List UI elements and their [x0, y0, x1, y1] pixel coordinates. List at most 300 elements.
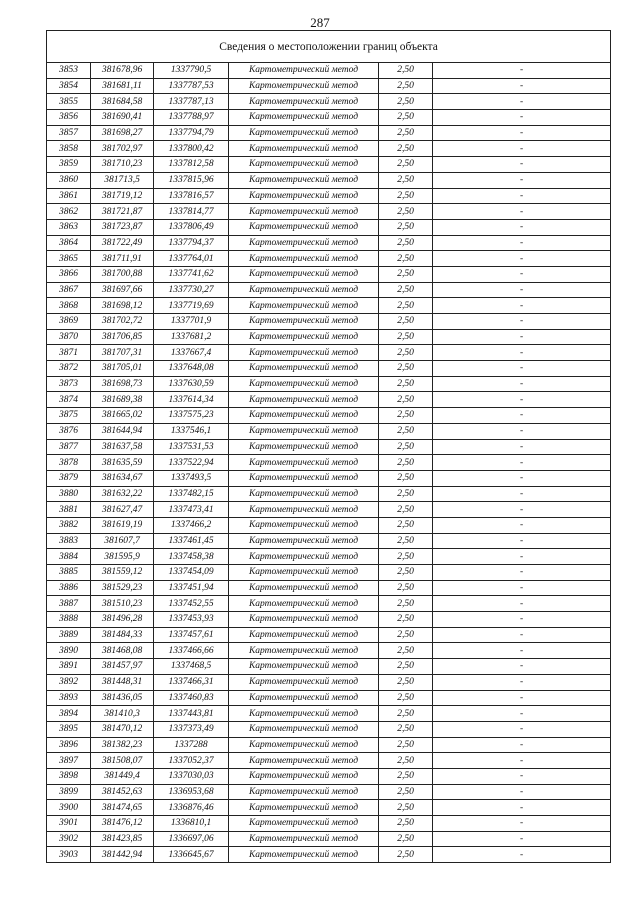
description-cell: - [433, 831, 611, 847]
description-cell: - [433, 125, 611, 141]
point-number-cell: 3902 [47, 831, 91, 847]
description-cell: - [433, 690, 611, 706]
accuracy-cell: 2,50 [379, 847, 433, 863]
description-cell: - [433, 204, 611, 220]
point-number-cell: 3876 [47, 423, 91, 439]
point-number-cell: 3874 [47, 392, 91, 408]
table-row [47, 580, 611, 596]
description-cell: - [433, 659, 611, 675]
accuracy-cell: 2,50 [379, 282, 433, 298]
x-coordinate-cell: 381707,31 [91, 345, 154, 361]
description-cell: - [433, 188, 611, 204]
accuracy-cell: 2,50 [379, 376, 433, 392]
x-coordinate-cell: 381529,23 [91, 580, 154, 596]
accuracy-cell: 2,50 [379, 565, 433, 581]
accuracy-cell: 2,50 [379, 753, 433, 769]
method-cell: Картометрический метод [229, 643, 379, 659]
method-cell: Картометрический метод [229, 219, 379, 235]
table-row [47, 768, 611, 784]
description-cell: - [433, 63, 611, 79]
x-coordinate-cell: 381382,23 [91, 737, 154, 753]
method-cell: Картометрический метод [229, 486, 379, 502]
x-coordinate-cell: 381508,07 [91, 753, 154, 769]
point-number-cell: 3882 [47, 517, 91, 533]
accuracy-cell: 2,50 [379, 627, 433, 643]
point-number-cell: 3879 [47, 470, 91, 486]
method-cell: Картометрический метод [229, 408, 379, 424]
x-coordinate-cell: 381559,12 [91, 565, 154, 581]
method-cell: Картометрический метод [229, 172, 379, 188]
x-coordinate-cell: 381410,3 [91, 706, 154, 722]
method-cell: Картометрический метод [229, 690, 379, 706]
method-cell: Картометрический метод [229, 596, 379, 612]
method-cell: Картометрический метод [229, 125, 379, 141]
point-number-cell: 3856 [47, 110, 91, 126]
accuracy-cell: 2,50 [379, 361, 433, 377]
table-row [47, 408, 611, 424]
x-coordinate-cell: 381698,27 [91, 125, 154, 141]
x-coordinate-cell: 381474,65 [91, 800, 154, 816]
point-number-cell: 3858 [47, 141, 91, 157]
x-coordinate-cell: 381705,01 [91, 361, 154, 377]
description-cell: - [433, 674, 611, 690]
table-row [47, 549, 611, 565]
x-coordinate-cell: 381436,05 [91, 690, 154, 706]
y-coordinate-cell: 1337806,49 [154, 219, 229, 235]
x-coordinate-cell: 381681,11 [91, 78, 154, 94]
method-cell: Картометрический метод [229, 63, 379, 79]
accuracy-cell: 2,50 [379, 63, 433, 79]
accuracy-cell: 2,50 [379, 439, 433, 455]
point-number-cell: 3898 [47, 768, 91, 784]
y-coordinate-cell: 1337373,49 [154, 721, 229, 737]
method-cell: Картометрический метод [229, 737, 379, 753]
accuracy-cell: 2,50 [379, 78, 433, 94]
x-coordinate-cell: 381470,12 [91, 721, 154, 737]
table-row [47, 157, 611, 173]
method-cell: Картометрический метод [229, 455, 379, 471]
table-row [47, 533, 611, 549]
x-coordinate-cell: 381457,97 [91, 659, 154, 675]
point-number-cell: 3896 [47, 737, 91, 753]
y-coordinate-cell: 1337482,15 [154, 486, 229, 502]
y-coordinate-cell: 1337493,5 [154, 470, 229, 486]
table-row [47, 737, 611, 753]
table-row [47, 439, 611, 455]
table-row [47, 674, 611, 690]
accuracy-cell: 2,50 [379, 612, 433, 628]
accuracy-cell: 2,50 [379, 816, 433, 832]
table-row [47, 659, 611, 675]
y-coordinate-cell: 1337466,31 [154, 674, 229, 690]
x-coordinate-cell: 381719,12 [91, 188, 154, 204]
y-coordinate-cell: 1337814,77 [154, 204, 229, 220]
y-coordinate-cell: 1337730,27 [154, 282, 229, 298]
y-coordinate-cell: 1336876,46 [154, 800, 229, 816]
x-coordinate-cell: 381635,59 [91, 455, 154, 471]
x-coordinate-cell: 381607,7 [91, 533, 154, 549]
description-cell: - [433, 721, 611, 737]
y-coordinate-cell: 1337815,96 [154, 172, 229, 188]
description-cell: - [433, 219, 611, 235]
table-row [47, 345, 611, 361]
description-cell: - [433, 298, 611, 314]
y-coordinate-cell: 1337788,97 [154, 110, 229, 126]
point-number-cell: 3901 [47, 816, 91, 832]
x-coordinate-cell: 381721,87 [91, 204, 154, 220]
table-row [47, 298, 611, 314]
description-cell: - [433, 596, 611, 612]
method-cell: Картометрический метод [229, 282, 379, 298]
accuracy-cell: 2,50 [379, 204, 433, 220]
method-cell: Картометрический метод [229, 674, 379, 690]
y-coordinate-cell: 1336697,06 [154, 831, 229, 847]
description-cell: - [433, 157, 611, 173]
x-coordinate-cell: 381697,66 [91, 282, 154, 298]
method-cell: Картометрический метод [229, 612, 379, 628]
method-cell: Картометрический метод [229, 659, 379, 675]
description-cell: - [433, 612, 611, 628]
accuracy-cell: 2,50 [379, 94, 433, 110]
table-row [47, 470, 611, 486]
x-coordinate-cell: 381713,5 [91, 172, 154, 188]
method-cell: Картометрический метод [229, 800, 379, 816]
point-number-cell: 3878 [47, 455, 91, 471]
method-cell: Картометрический метод [229, 753, 379, 769]
table-row [47, 612, 611, 628]
point-number-cell: 3893 [47, 690, 91, 706]
x-coordinate-cell: 381468,08 [91, 643, 154, 659]
table-row [47, 596, 611, 612]
x-coordinate-cell: 381710,23 [91, 157, 154, 173]
description-cell: - [433, 517, 611, 533]
accuracy-cell: 2,50 [379, 784, 433, 800]
point-number-cell: 3859 [47, 157, 91, 173]
y-coordinate-cell: 1337787,53 [154, 78, 229, 94]
y-coordinate-cell: 1337741,62 [154, 266, 229, 282]
description-cell: - [433, 753, 611, 769]
method-cell: Картометрический метод [229, 470, 379, 486]
y-coordinate-cell: 1337719,69 [154, 298, 229, 314]
description-cell: - [433, 329, 611, 345]
x-coordinate-cell: 381510,23 [91, 596, 154, 612]
y-coordinate-cell: 1337575,23 [154, 408, 229, 424]
x-coordinate-cell: 381484,33 [91, 627, 154, 643]
description-cell: - [433, 282, 611, 298]
accuracy-cell: 2,50 [379, 251, 433, 267]
accuracy-cell: 2,50 [379, 502, 433, 518]
method-cell: Картометрический метод [229, 94, 379, 110]
description-cell: - [433, 706, 611, 722]
y-coordinate-cell: 1337052,37 [154, 753, 229, 769]
x-coordinate-cell: 381698,12 [91, 298, 154, 314]
point-number-cell: 3894 [47, 706, 91, 722]
accuracy-cell: 2,50 [379, 690, 433, 706]
point-number-cell: 3853 [47, 63, 91, 79]
y-coordinate-cell: 1337794,79 [154, 125, 229, 141]
y-coordinate-cell: 1337466,66 [154, 643, 229, 659]
table-row [47, 831, 611, 847]
method-cell: Картометрический метод [229, 329, 379, 345]
description-cell: - [433, 549, 611, 565]
description-cell: - [433, 361, 611, 377]
y-coordinate-cell: 1336810,1 [154, 816, 229, 832]
accuracy-cell: 2,50 [379, 596, 433, 612]
point-number-cell: 3888 [47, 612, 91, 628]
x-coordinate-cell: 381698,73 [91, 376, 154, 392]
y-coordinate-cell: 1337522,94 [154, 455, 229, 471]
y-coordinate-cell: 1336645,67 [154, 847, 229, 863]
description-cell: - [433, 455, 611, 471]
method-cell: Картометрический метод [229, 392, 379, 408]
description-cell: - [433, 784, 611, 800]
table-header-row [47, 31, 611, 63]
y-coordinate-cell: 1337546,1 [154, 423, 229, 439]
accuracy-cell: 2,50 [379, 235, 433, 251]
method-cell: Картометрический метод [229, 345, 379, 361]
description-cell: - [433, 94, 611, 110]
description-cell: - [433, 314, 611, 330]
y-coordinate-cell: 1337531,53 [154, 439, 229, 455]
accuracy-cell: 2,50 [379, 721, 433, 737]
table-row [47, 266, 611, 282]
description-cell: - [433, 251, 611, 267]
description-cell: - [433, 737, 611, 753]
x-coordinate-cell: 381476,12 [91, 816, 154, 832]
point-number-cell: 3863 [47, 219, 91, 235]
method-cell: Картометрический метод [229, 423, 379, 439]
description-cell: - [433, 486, 611, 502]
point-number-cell: 3860 [47, 172, 91, 188]
accuracy-cell: 2,50 [379, 517, 433, 533]
accuracy-cell: 2,50 [379, 659, 433, 675]
accuracy-cell: 2,50 [379, 298, 433, 314]
table-row [47, 502, 611, 518]
y-coordinate-cell: 1337787,13 [154, 94, 229, 110]
description-cell: - [433, 172, 611, 188]
point-number-cell: 3865 [47, 251, 91, 267]
point-number-cell: 3877 [47, 439, 91, 455]
y-coordinate-cell: 1337800,42 [154, 141, 229, 157]
method-cell: Картометрический метод [229, 533, 379, 549]
point-number-cell: 3903 [47, 847, 91, 863]
description-cell: - [433, 439, 611, 455]
method-cell: Картометрический метод [229, 314, 379, 330]
accuracy-cell: 2,50 [379, 219, 433, 235]
x-coordinate-cell: 381496,28 [91, 612, 154, 628]
accuracy-cell: 2,50 [379, 345, 433, 361]
point-number-cell: 3884 [47, 549, 91, 565]
point-number-cell: 3869 [47, 314, 91, 330]
table-row [47, 753, 611, 769]
description-cell: - [433, 502, 611, 518]
x-coordinate-cell: 381619,19 [91, 517, 154, 533]
method-cell: Картометрический метод [229, 361, 379, 377]
y-coordinate-cell: 1337794,37 [154, 235, 229, 251]
table-row [47, 329, 611, 345]
table-row [47, 392, 611, 408]
table-row [47, 800, 611, 816]
y-coordinate-cell: 1337466,2 [154, 517, 229, 533]
point-number-cell: 3862 [47, 204, 91, 220]
method-cell: Картометрический метод [229, 502, 379, 518]
description-cell: - [433, 847, 611, 863]
description-cell: - [433, 816, 611, 832]
method-cell: Картометрический метод [229, 565, 379, 581]
table-row [47, 816, 611, 832]
point-number-cell: 3868 [47, 298, 91, 314]
method-cell: Картометрический метод [229, 627, 379, 643]
y-coordinate-cell: 1337452,55 [154, 596, 229, 612]
accuracy-cell: 2,50 [379, 455, 433, 471]
x-coordinate-cell: 381722,49 [91, 235, 154, 251]
accuracy-cell: 2,50 [379, 580, 433, 596]
table-row [47, 125, 611, 141]
y-coordinate-cell: 1337667,4 [154, 345, 229, 361]
table-row [47, 361, 611, 377]
method-cell: Картометрический метод [229, 768, 379, 784]
accuracy-cell: 2,50 [379, 172, 433, 188]
y-coordinate-cell: 1337790,5 [154, 63, 229, 79]
x-coordinate-cell: 381684,58 [91, 94, 154, 110]
accuracy-cell: 2,50 [379, 533, 433, 549]
y-coordinate-cell: 1337630,59 [154, 376, 229, 392]
method-cell: Картометрический метод [229, 580, 379, 596]
description-cell: - [433, 110, 611, 126]
y-coordinate-cell: 1337451,94 [154, 580, 229, 596]
table-row [47, 219, 611, 235]
y-coordinate-cell: 1337473,41 [154, 502, 229, 518]
table-row [47, 486, 611, 502]
y-coordinate-cell: 1336953,68 [154, 784, 229, 800]
method-cell: Картометрический метод [229, 266, 379, 282]
x-coordinate-cell: 381423,85 [91, 831, 154, 847]
table-row [47, 78, 611, 94]
method-cell: Картометрический метод [229, 141, 379, 157]
accuracy-cell: 2,50 [379, 423, 433, 439]
x-coordinate-cell: 381627,47 [91, 502, 154, 518]
description-cell: - [433, 800, 611, 816]
x-coordinate-cell: 381442,94 [91, 847, 154, 863]
table-row [47, 282, 611, 298]
table-row [47, 847, 611, 863]
x-coordinate-cell: 381634,67 [91, 470, 154, 486]
description-cell: - [433, 376, 611, 392]
x-coordinate-cell: 381448,31 [91, 674, 154, 690]
y-coordinate-cell: 1337460,83 [154, 690, 229, 706]
y-coordinate-cell: 1337453,93 [154, 612, 229, 628]
point-number-cell: 3854 [47, 78, 91, 94]
description-cell: - [433, 235, 611, 251]
method-cell: Картометрический метод [229, 784, 379, 800]
point-number-cell: 3890 [47, 643, 91, 659]
table-row [47, 94, 611, 110]
description-cell: - [433, 78, 611, 94]
y-coordinate-cell: 1337816,57 [154, 188, 229, 204]
accuracy-cell: 2,50 [379, 643, 433, 659]
accuracy-cell: 2,50 [379, 188, 433, 204]
accuracy-cell: 2,50 [379, 674, 433, 690]
y-coordinate-cell: 1337454,09 [154, 565, 229, 581]
accuracy-cell: 2,50 [379, 800, 433, 816]
y-coordinate-cell: 1337288 [154, 737, 229, 753]
method-cell: Картометрический метод [229, 706, 379, 722]
description-cell: - [433, 643, 611, 659]
x-coordinate-cell: 381706,85 [91, 329, 154, 345]
point-number-cell: 3855 [47, 94, 91, 110]
y-coordinate-cell: 1337030,03 [154, 768, 229, 784]
point-number-cell: 3892 [47, 674, 91, 690]
accuracy-cell: 2,50 [379, 266, 433, 282]
point-number-cell: 3880 [47, 486, 91, 502]
description-cell: - [433, 768, 611, 784]
y-coordinate-cell: 1337457,61 [154, 627, 229, 643]
table-row [47, 784, 611, 800]
y-coordinate-cell: 1337443,81 [154, 706, 229, 722]
description-cell: - [433, 266, 611, 282]
accuracy-cell: 2,50 [379, 768, 433, 784]
method-cell: Картометрический метод [229, 376, 379, 392]
table-row [47, 627, 611, 643]
point-number-cell: 3881 [47, 502, 91, 518]
method-cell: Картометрический метод [229, 204, 379, 220]
table-row [47, 110, 611, 126]
y-coordinate-cell: 1337764,01 [154, 251, 229, 267]
method-cell: Картометрический метод [229, 549, 379, 565]
accuracy-cell: 2,50 [379, 737, 433, 753]
description-cell: - [433, 423, 611, 439]
point-number-cell: 3871 [47, 345, 91, 361]
x-coordinate-cell: 381595,9 [91, 549, 154, 565]
description-cell: - [433, 392, 611, 408]
table-row [47, 235, 611, 251]
accuracy-cell: 2,50 [379, 486, 433, 502]
y-coordinate-cell: 1337468,5 [154, 659, 229, 675]
point-number-cell: 3872 [47, 361, 91, 377]
method-cell: Картометрический метод [229, 157, 379, 173]
method-cell: Картометрический метод [229, 439, 379, 455]
accuracy-cell: 2,50 [379, 125, 433, 141]
point-number-cell: 3897 [47, 753, 91, 769]
table-row [47, 188, 611, 204]
boundary-coordinates-table [46, 30, 611, 863]
point-number-cell: 3857 [47, 125, 91, 141]
x-coordinate-cell: 381632,22 [91, 486, 154, 502]
y-coordinate-cell: 1337614,34 [154, 392, 229, 408]
table-row [47, 565, 611, 581]
table-title: Сведения о местоположении границ объекта [47, 31, 611, 63]
x-coordinate-cell: 381665,02 [91, 408, 154, 424]
table-row [47, 314, 611, 330]
point-number-cell: 3873 [47, 376, 91, 392]
point-number-cell: 3900 [47, 800, 91, 816]
point-number-cell: 3867 [47, 282, 91, 298]
description-cell: - [433, 533, 611, 549]
table-row [47, 721, 611, 737]
x-coordinate-cell: 381689,38 [91, 392, 154, 408]
point-number-cell: 3886 [47, 580, 91, 596]
accuracy-cell: 2,50 [379, 314, 433, 330]
y-coordinate-cell: 1337648,08 [154, 361, 229, 377]
method-cell: Картометрический метод [229, 721, 379, 737]
point-number-cell: 3866 [47, 266, 91, 282]
x-coordinate-cell: 381690,41 [91, 110, 154, 126]
x-coordinate-cell: 381702,97 [91, 141, 154, 157]
accuracy-cell: 2,50 [379, 157, 433, 173]
table-row [47, 706, 611, 722]
point-number-cell: 3887 [47, 596, 91, 612]
method-cell: Картометрический метод [229, 110, 379, 126]
